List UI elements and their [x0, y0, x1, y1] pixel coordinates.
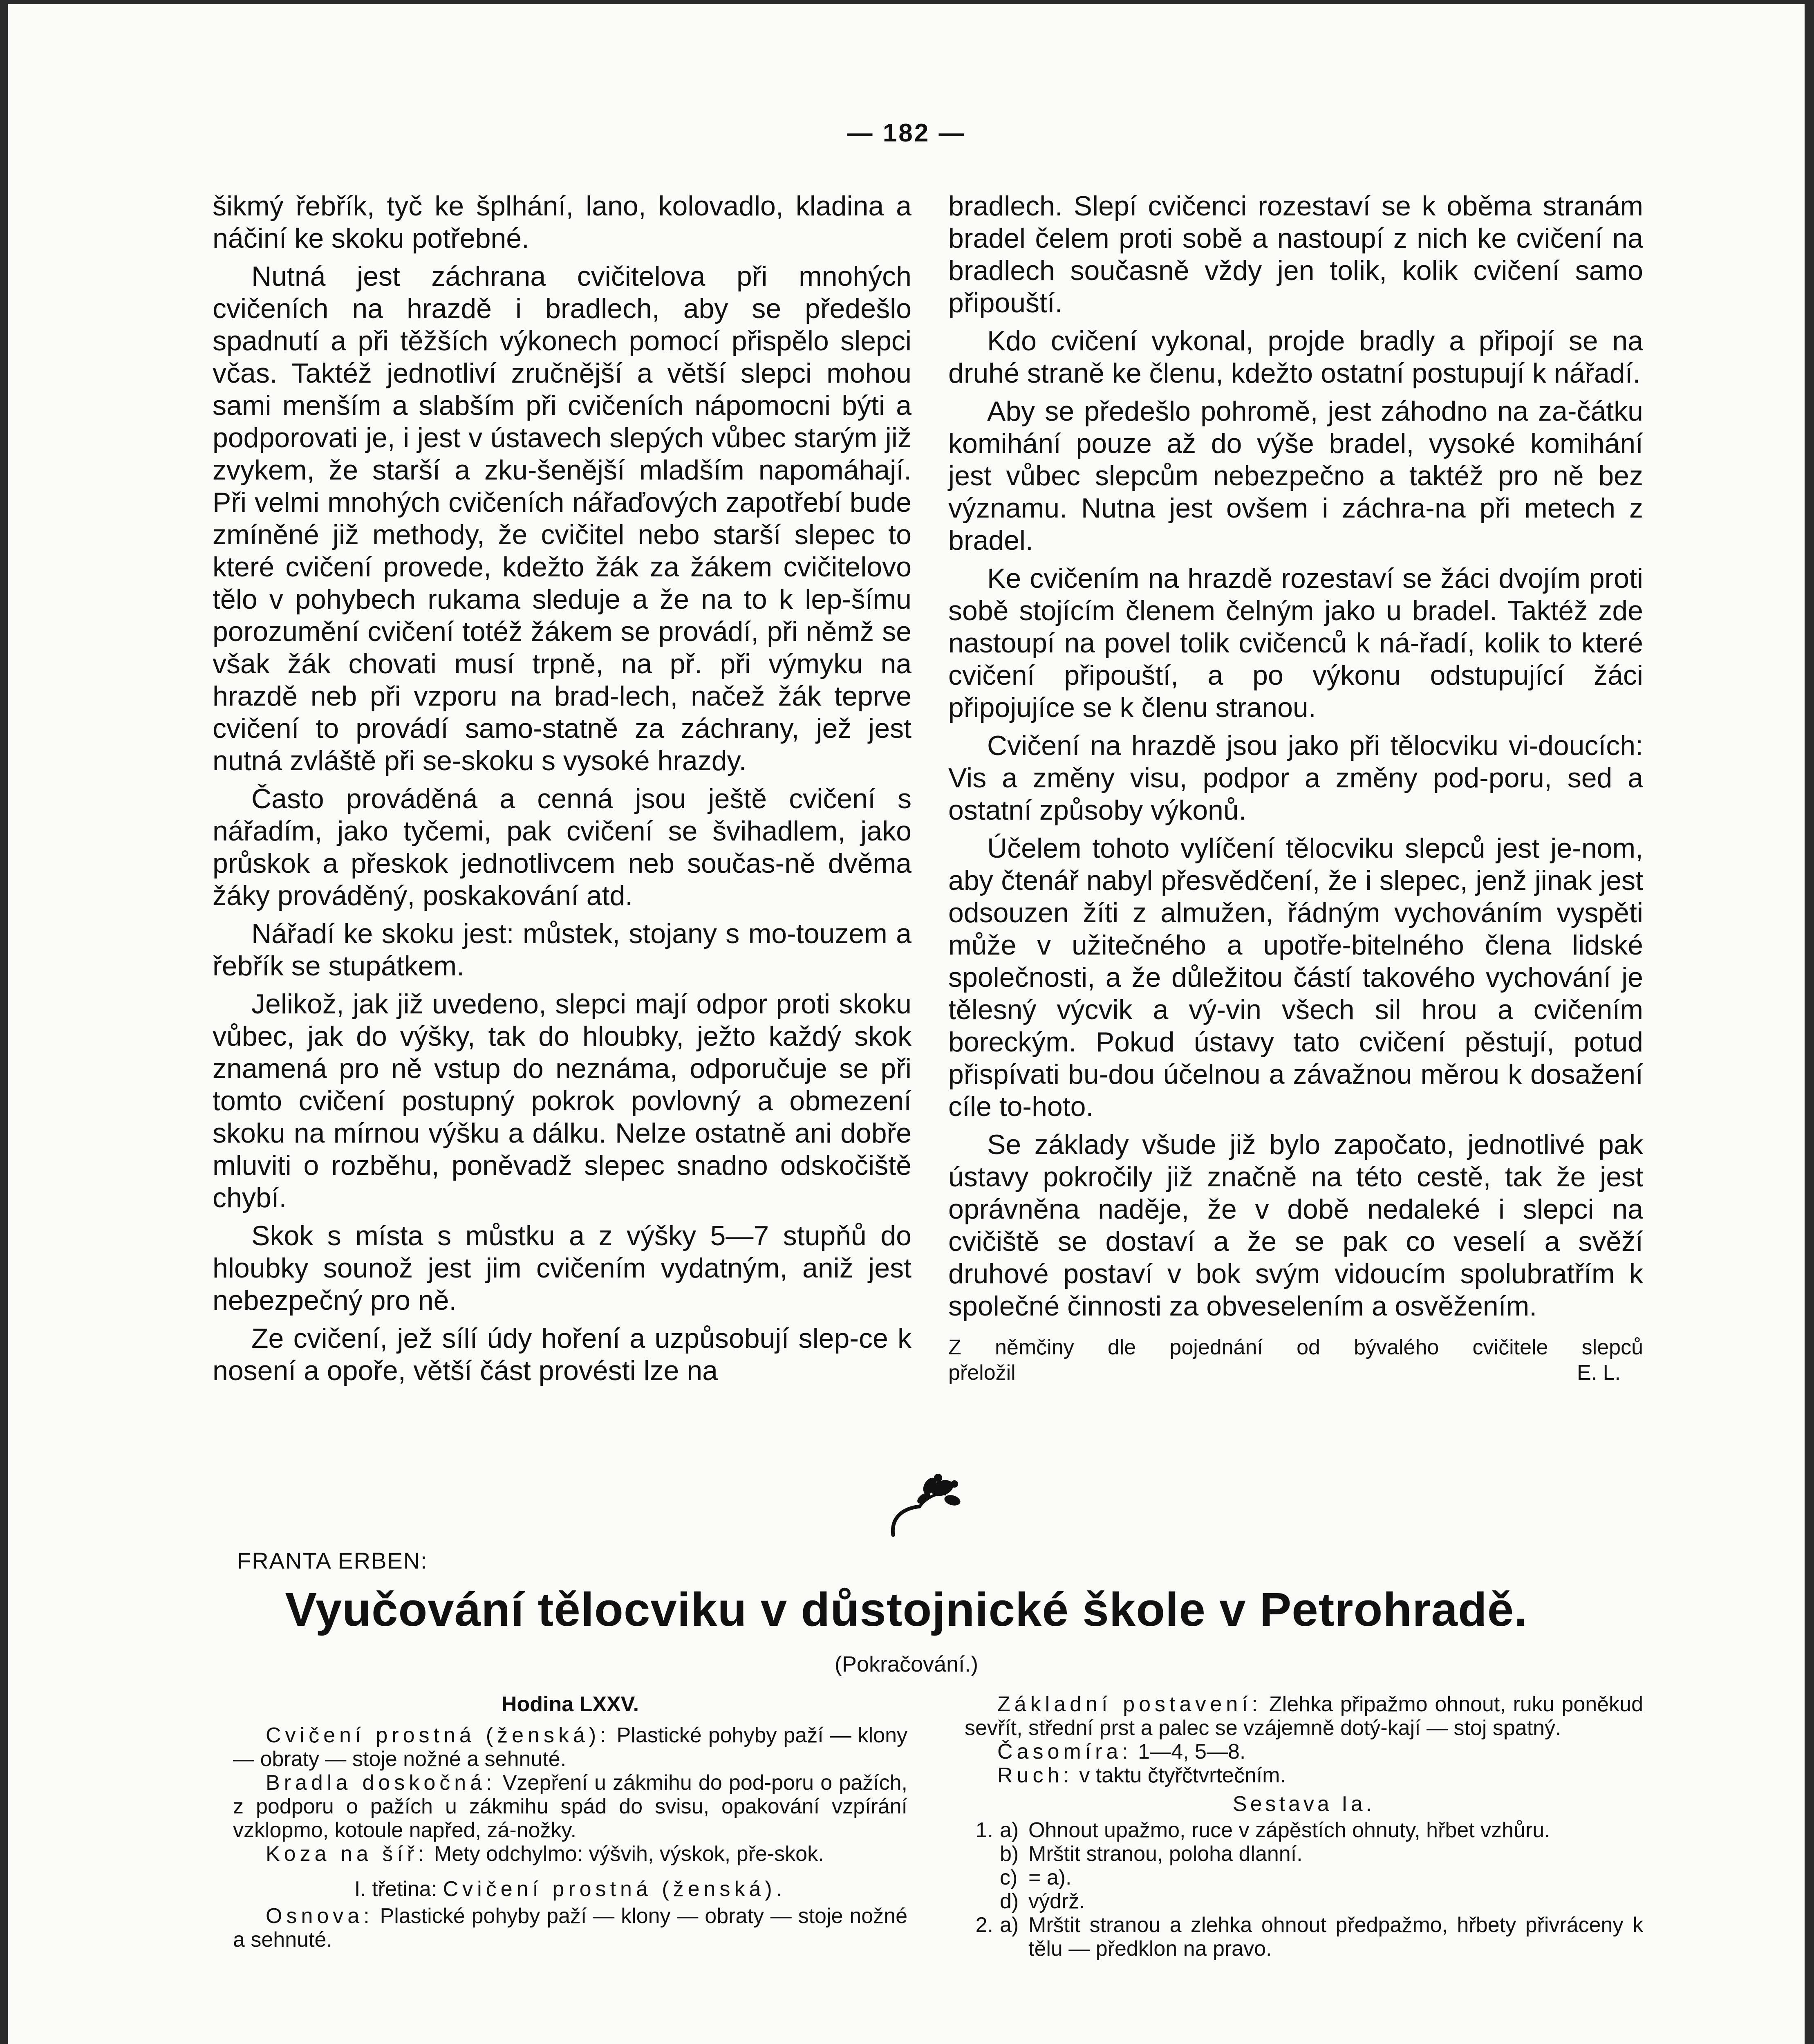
exercise-number: [965, 1866, 1000, 1889]
lesson-item: [233, 1842, 907, 1866]
exercise-text: Mrštit stranou, poloha dlanní.: [1028, 1842, 1303, 1866]
motion-text: v taktu čtyřčtvrtečním.: [1073, 1764, 1286, 1787]
paragraph: šikmý řebřík, tyč ke šplhání, lano, kolovadlo, kladina a náčiní ke skoku potřebné.: [213, 191, 911, 254]
translator-label: přeložil: [948, 1361, 1016, 1385]
basic-position-text: Zlehka připažmo ohnout, ruku poněkud sevřít, střední prst a palec se vzájemně dotý-kají — stoj spatný.: [965, 1692, 1643, 1740]
article-title: Vyučování tělocviku v důstojnické škole v Petrohradě.: [285, 1583, 1528, 1636]
document-page: [8, 4, 1805, 2044]
lesson-item-label: Bradla doskočná:: [266, 1771, 496, 1795]
exercise-item: [965, 1842, 1643, 1866]
osnova-text: Plastické pohyby paží — klony — obraty — stoje nožné a sehnuté.: [233, 1904, 907, 1952]
paragraph: Aby se předešlo pohromě, jest záhodno na za-čátku komihání pouze až do výše bradel, vysoké komihání jest vůbec slepcům nebezpečno a taktéž pro ně bez významu. Nutna jest ovšem i záchra-na při metech z bradel.: [948, 396, 1643, 556]
lesson-item-text: Vzepření u zákmihu do pod-poru o pažích, z podporu o pažích u zákmihu spád do svisu, opakování vzpírání vzklopmo, kotoule napřed, zá-nožky.: [233, 1771, 908, 1842]
paragraph: Nutná jest záchrana cvičitelova při mnohých cvičeních na hrazdě i bradlech, aby se předešlo spadnutí a při těžších výkonech pomocí přispělo slepci včas. Taktéž jednotliví zručnější a větší slepci mohou sami menším a slabším při cvičeních nápomocni býti a podporovati je, i jest v ústavech slepých vůbec starým již zvykem, že starší a zku-šenější mladším napomáhají. Při velmi mnohých cvičeních nářaďových zapotřebí bude zmíněné již methody, že cvičitel nebo starší slepec to které cvičení provede, kdežto žák za žákem cvičitelovo tělo v pohybech rukama sleduje a že na to k lep-šímu porozumění cvičení totéž žákem se provádí, při němž se však žák chovati musí trpně, na př. při výmyku na hrazdě neb při vzporu na brad-lech, načež žák teprve cvičení to provádí samo-statně za záchrany, jež jest nutná zvláště při se-skoku s vysoké hrazdy.: [213, 261, 911, 776]
exercise-number: [965, 1842, 1000, 1866]
paragraph: Skok s místa s můstku a z výšky 5—7 stupňů do hloubky sounož jest jim cvičením vydatným, aniž jest nebezpečný pro ně.: [213, 1220, 911, 1316]
translation-note-source: Z němčiny dle pojednání od bývalého cvičitele slepců: [948, 1336, 1643, 1359]
translation-note-credit: [948, 1360, 1643, 1385]
exercise-text: = a).: [1028, 1866, 1072, 1889]
exercise-number: [965, 1889, 1000, 1913]
basic-position-label: Základní postavení:: [997, 1692, 1262, 1716]
paragraph: Se základy všude již bylo započato, jednotlivé pak ústavy pokročily již značně na této cestě, tak že jest oprávněna naděje, že v době nedaleké i slepci na cvičiště se dostaví a že se pak co veselí a svěží druhové postaví v bok svým vidoucím spolubratřím k společné činnosti za obveselením a osvěžením.: [948, 1129, 1643, 1322]
motion-label: Ruch:: [997, 1764, 1073, 1787]
osnova-label: Osnova:: [266, 1904, 374, 1928]
exercise-sub: a): [1000, 1818, 1019, 1842]
exercise-column: [965, 1692, 1643, 1961]
paragraph: Jelikož, jak již uvedeno, slepci mají odpor proti skoku vůbec, jak do výšky, tak do hloubky, ježto každý skok znamená pro ně vstup do neznáma, odporučuje se při tomto cvičení postupný pokrok povlovný a obmezení skoku na mírnou výšku a dálku. Nelze ostatně ani dobře mluviti o rozběhu, poněvadž slepec snadno odskočiště chybí.: [213, 988, 911, 1213]
exercise-sub: d): [1000, 1889, 1019, 1913]
paragraph: Cvičení na hrazdě jsou jako při tělocviku vi-doucích: Vis a změny visu, podpor a změny pod-poru, sed a ostatní způsoby výkonů.: [948, 730, 1643, 826]
page-number: — 182 —: [847, 119, 966, 147]
sestava-title: Sestava Ia.: [1232, 1792, 1375, 1816]
exercise-sub: a): [1000, 1913, 1019, 1937]
right-column: [948, 190, 1643, 1385]
paragraph: Nářadí ke skoku jest: můstek, stojany s mo-touzem a řebřík se stupátkem.: [213, 918, 911, 982]
exercise-number: 2.: [975, 1913, 993, 1937]
flower-ornament-icon: [881, 1470, 963, 1539]
paragraph: Kdo cvičení vykonal, projde bradly a připojí se na druhé straně ke členu, kdežto ostatní postupují k nářadí.: [948, 325, 1643, 389]
lesson-item-text: Plastické pohyby paží — klony — obraty — stoje nožné a sehnuté.: [233, 1724, 908, 1771]
timing-label: Časomíra:: [997, 1740, 1132, 1764]
paragraph: Účelem tohoto vylíčení tělocviku slepců jest je-nom, aby čtenář nabyl přesvědčení, že i slepec, jenž jinak jest odsouzen žíti z almužen, řádným vychováním vyspěti může v užitečného a upotře-bitelného člena lidské společnosti, a že důležitou částí takového vychování je tělesný výcvik a vý-vin všech sil hrou a cvičením boreckým. Pokud ústavy tato cvičení pěstují, potud přispívati bu-dou účelnou a závažnou měrou k dosažení cíle to-hoto.: [948, 833, 1643, 1122]
lesson-item-text: Mety odchylmo: výšvih, výskok, pře-skok.: [428, 1842, 824, 1866]
left-column: [213, 190, 911, 1393]
translator-initials: E. L.: [1577, 1361, 1621, 1385]
basic-position: [965, 1692, 1643, 1740]
exercise-item: [965, 1913, 1643, 1961]
exercise-sub: c): [1000, 1866, 1018, 1889]
paragraph: Ze cvičení, jež sílí údy hoření a uzpůsobují slep-ce k nosení a opoře, větší část provésti lze na: [213, 1323, 911, 1386]
lesson-heading: Hodina LXXV.: [501, 1692, 639, 1716]
exercise-text: Ohnout upažmo, ruce v zápěstích ohnuty, hřbet vzhůru.: [1028, 1818, 1550, 1842]
exercise-text: Mrštit stranou a zlehka ohnout předpažmo, hřbety přivráceny k tělu — předklon na pravo.: [1028, 1913, 1643, 1961]
third-heading: [233, 1877, 907, 1901]
exercise-item: [965, 1889, 1643, 1913]
osnova: [233, 1904, 907, 1952]
lesson-item-label: Koza na šíř:: [266, 1842, 428, 1866]
paragraph: Ke cvičením na hrazdě rozestaví se žáci dvojím proti sobě stojícím členem čelným jako u bradel. Taktéž zde nastoupí na povel tolik cvičenců k ná-řadí, kolik to které cvičení připouští, a po výkonu odstupující žáci připojujíce se k členu stranou.: [948, 563, 1643, 723]
exercise-sub: b): [1000, 1842, 1019, 1866]
third-heading-prefix: I. třetina:: [354, 1877, 443, 1901]
exercise-text: výdrž.: [1028, 1889, 1085, 1913]
paragraph: bradlech. Slepí cvičenci rozestaví se k oběma stranám bradel čelem proti sobě a nastoupí z nich ke cvičení na bradlech současně vždy jen tolik, kolik cvičení samo připouští.: [948, 191, 1643, 318]
motion: [965, 1764, 1643, 1787]
lesson-item-label: Cvičení prostná (ženská):: [266, 1724, 610, 1747]
lesson-item: [233, 1771, 907, 1842]
exercise-number: 1.: [975, 1818, 993, 1842]
lesson-item: [233, 1724, 907, 1771]
continuation-note: (Pokračování.): [834, 1652, 979, 1676]
paragraph: Často prováděná a cenná jsou ještě cvičení s nářadím, jako tyčemi, pak cvičení se švihadlem, jako průskok a přeskok jednotlivcem neb součas-ně dvěma žáky prováděný, poskakování atd.: [213, 783, 911, 911]
article-author: FRANTA ERBEN:: [237, 1548, 428, 1573]
timing-text: 1—4, 5—8.: [1132, 1740, 1246, 1764]
translation-note: [948, 1335, 1643, 1385]
exercise-item: [965, 1866, 1643, 1889]
third-heading-label: Cvičení prostná (ženská).: [443, 1877, 786, 1901]
lesson-column: [233, 1692, 907, 1952]
timing: [965, 1740, 1643, 1764]
exercise-item: [965, 1818, 1643, 1842]
